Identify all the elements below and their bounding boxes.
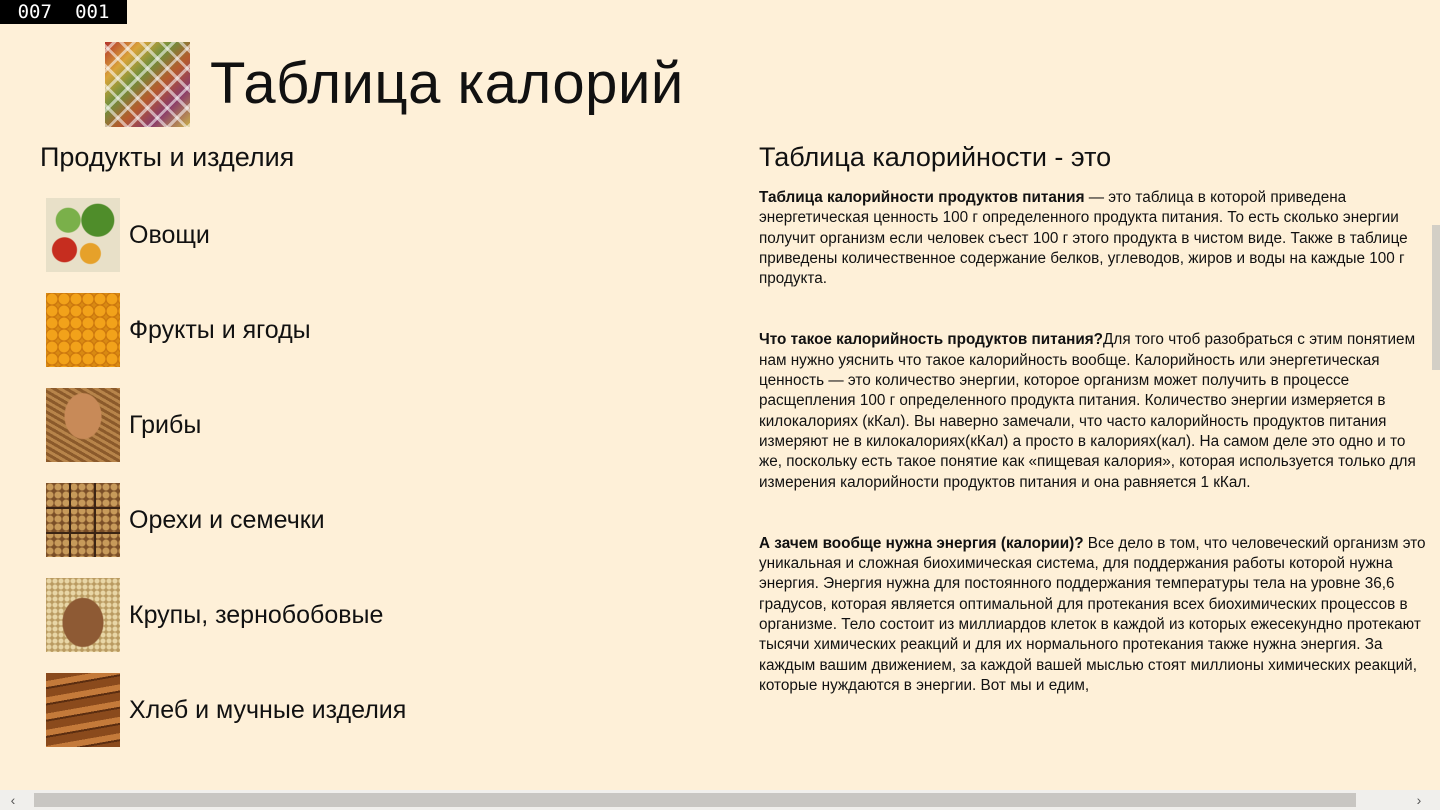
category-item-bread[interactable] xyxy=(46,673,406,747)
fruits-berries-image xyxy=(46,293,120,367)
paragraph-lead: Таблица калорийности продуктов питания xyxy=(759,189,1085,206)
frame-counter xyxy=(0,0,127,24)
paragraph-lead: Что такое калорийность продуктов питания? xyxy=(759,331,1104,349)
grains-image xyxy=(46,578,120,652)
paragraph-lead: А зачем вообще нужна энергия (калории)? xyxy=(759,534,1084,552)
calorie-table-heading: Таблица калорийности - это xyxy=(759,142,1112,172)
category-label: Овощи xyxy=(129,220,210,249)
category-item-vegetables[interactable] xyxy=(46,198,406,272)
paragraph-body: Для того чтоб разобраться с этим понятием нам нужно уяснить что такое калорийность вообще. Калорийность или энергетическая ценность — это количество энергии, которое организм может получить в процессе расщепления 100 г определенного продукта питания. Количество энергии измеряется в килокалориях (кКал). Вы наверно замечали, что часто калорийность продуктов питания измеряют не в килокалориях(кКал) а просто в калориях(кал). На самом деле это одно и то же, поскольку есть такое понятие как «пищевая калория», которая используется только для измерения калорийности продуктов питания и она равняется 1 кКал. xyxy=(759,331,1416,491)
bread-image xyxy=(46,673,120,747)
mushrooms-image xyxy=(46,388,120,462)
counter-left: 007 xyxy=(17,1,52,23)
horizontal-scrollbar-thumb[interactable] xyxy=(34,793,1356,807)
category-label: Крупы, зернобобовые xyxy=(129,600,384,629)
article-text xyxy=(759,188,1431,737)
scroll-left-arrow-icon[interactable]: ‹ xyxy=(10,792,16,808)
category-label: Фрукты и ягоды xyxy=(129,315,311,344)
category-item-fruits[interactable] xyxy=(46,293,406,367)
horizontal-scrollbar[interactable] xyxy=(0,790,1440,810)
nuts-seeds-image xyxy=(46,483,120,557)
category-label: Грибы xyxy=(129,410,202,439)
article-paragraph xyxy=(759,330,1431,492)
category-label: Орехи и семечки xyxy=(129,505,325,534)
category-label: Хлеб и мучные изделия xyxy=(129,695,407,724)
category-item-grains[interactable] xyxy=(46,578,406,652)
vertical-scrollbar-thumb[interactable] xyxy=(1432,225,1440,370)
article-paragraph xyxy=(759,534,1431,696)
counter-right: 001 xyxy=(75,1,110,23)
page-title: Таблица калорий xyxy=(210,51,684,116)
category-item-mushrooms[interactable] xyxy=(46,388,406,462)
category-list xyxy=(46,198,406,768)
products-heading: Продукты и изделия xyxy=(40,142,295,172)
app-logo-spices-icon xyxy=(105,42,190,127)
paragraph-body: — это таблица в которой приведена энергетическая ценность 100 г определенного продукта питания. То есть сколько энергии получит организм если человек съест 100 г этого продукта в чистом виде. Также в таблице приведены количественное содержание белков, углеводов, жиров и воды на каждые 100 г продукта. xyxy=(759,189,1408,288)
vegetables-image xyxy=(46,198,120,272)
article-paragraph xyxy=(759,188,1431,289)
paragraph-body: Все дело в том, что человеческий организм это уникальная и сложная биохимическая система, для поддержания работы которой нужна энергия. Энергия нужна для постоянного поддержания температуры тела на уровне 36,6 градусов, которая является оптимальной для протекания всех биохимических процессов в организме. Тело состоит из миллиардов клеток в каждой из которых ежесекундно протекают тысячи химических реакций и для их нормального протекания также нужна энергия. За каждым вашим движением, за каждой вашей мыслью стоят миллионы химических реакций, которые нуждаются в энергии. Вот мы и едим, xyxy=(759,534,1426,694)
category-item-nuts[interactable] xyxy=(46,483,406,557)
scroll-right-arrow-icon[interactable]: › xyxy=(1416,792,1422,808)
